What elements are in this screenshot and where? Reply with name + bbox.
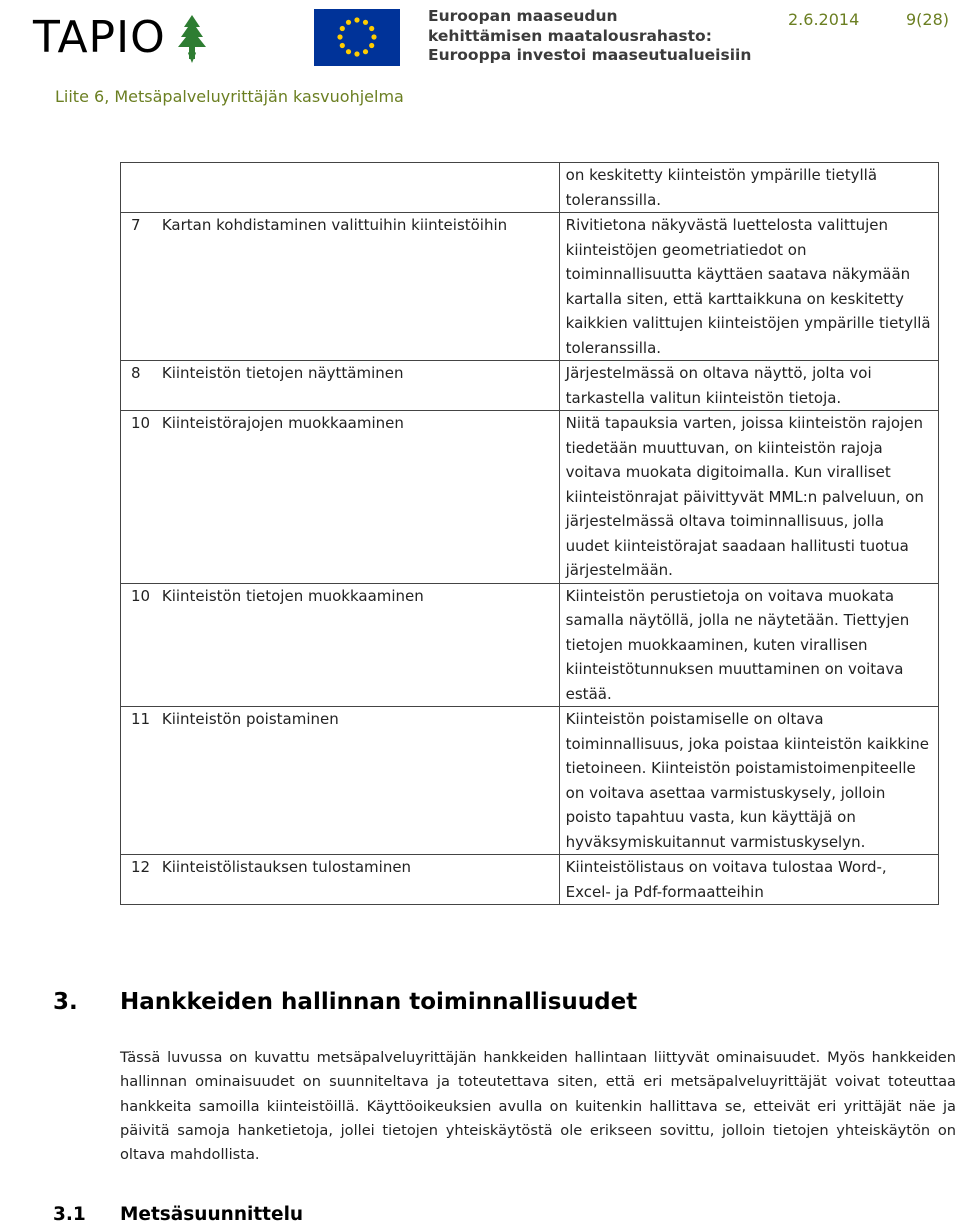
row-number: 7 [121,213,160,361]
section-title: Hankkeiden hallinnan toiminnallisuudet [120,989,638,1015]
row-feature: Kiinteistön tietojen näyttäminen [160,361,559,411]
row-feature: Kiinteistön tietojen muokkaaminen [160,583,559,707]
row-number: 10 [121,411,160,584]
eu-flag-icon [314,9,400,66]
row-feature: Kiinteistölistauksen tulostaminen [160,855,559,905]
table-row [121,361,939,411]
eu-line: Euroopan maaseudun [428,7,618,25]
row-description: Järjestelmässä on oltava näyttö, jolta voi tarkastella valitun kiinteistön tietoja. [559,361,938,411]
page-number: 9(28) [906,10,950,29]
row-number [121,163,160,213]
section-number: 3. [53,989,78,1015]
row-description: on keskitetty kiinteistön ympärille tietyllä toleranssilla. [559,163,938,213]
table-row [121,583,939,707]
eu-line: Eurooppa investoi maaseutualueisiin [428,46,752,64]
row-feature: Kartan kohdistaminen valittuihin kiinteistöihin [160,213,559,361]
row-description: Kiinteistön perustietoja on voitava muokata samalla näytöllä, jolla ne näytetään. Tiettyjen tietojen muokkaaminen, kuten virallisen kiinteistötunnuksen muuttaminen on voitava estää. [559,583,938,707]
subsection-number: 3.1 [53,1204,86,1225]
eu-funding-text [428,7,751,66]
table-row [121,707,939,855]
tapio-logo-text: TAPIO [33,12,166,63]
subsection-title: Metsäsuunnittelu [120,1204,304,1225]
row-feature [160,163,559,213]
row-number: 12 [121,855,160,905]
row-number: 10 [121,583,160,707]
table-row [121,855,939,905]
document-date: 2.6.2014 [788,10,860,29]
row-description: Rivitietona näkyvästä luettelosta valittujen kiinteistöjen geometriatiedot on toiminnallisuutta käyttäen saatava näkymään kartalla siten, että karttaikkuna on keskitetty kaikkien valittujen kiinteistöjen ympärille tietyllä toleranssilla. [559,213,938,361]
tapio-logo [33,10,210,66]
row-feature: Kiinteistön poistaminen [160,707,559,855]
page-header [0,0,960,120]
row-number: 11 [121,707,160,855]
section-paragraph: Tässä luvussa on kuvattu metsäpalveluyrittäjän hankkeiden hallintaan liittyvät ominaisuudet. Myös hankkeiden hallinnan ominaisuudet on suunniteltava ja toteutettava siten, että eri metsäpalveluyrittäjät voivat toteuttaa hankkeita samoilla kiinteistöillä. Käyttöoikeuksien avulla on kuitenkin hallittava se, etteivät eri yrittäjät näe ja päivitä samoja hanketietoja, jollei tietojen yhteiskäytöstä ole erikseen sovittu, jolloin tietojen yhteiskäytön on oltava mahdollista. [120,1049,956,1164]
table-row [121,213,939,361]
eu-line: kehittämisen maatalousrahasto: [428,26,712,45]
row-feature: Kiinteistörajojen muokkaaminen [160,411,559,584]
document-subtitle: Liite 6, Metsäpalveluyrittäjän kasvuohjelma [55,87,404,106]
row-description: Kiinteistölistaus on voitava tulostaa Word-, Excel- ja Pdf-formaatteihin [559,855,938,905]
row-number: 8 [121,361,160,411]
row-description: Niitä tapauksia varten, joissa kiinteistön rajojen tiedetään muuttuvan, on kiinteistön rajoja voitava muokata digitoimalla. Kun viralliset kiinteistönrajat päivittyvät MML:n palveluun, on järjestelmässä oltava toiminnallisuus, jolla uudet kiinteistörajat saadaan hallitusti tuotua järjestelmään. [559,411,938,584]
table-row [121,163,939,213]
row-description: Kiinteistön poistamiselle on oltava toiminnallisuus, joka poistaa kiinteistön kaikkine tietoineen. Kiinteistön poistamistoimenpiteelle on voitava asettaa varmistuskysely, jolloin poisto tapahtuu vasta, kun käyttäjä on hyväksymiskuitannut varmistuskyselyn. [559,707,938,855]
requirements-table [120,162,939,905]
table-row [121,411,939,584]
tree-icon [174,13,210,63]
